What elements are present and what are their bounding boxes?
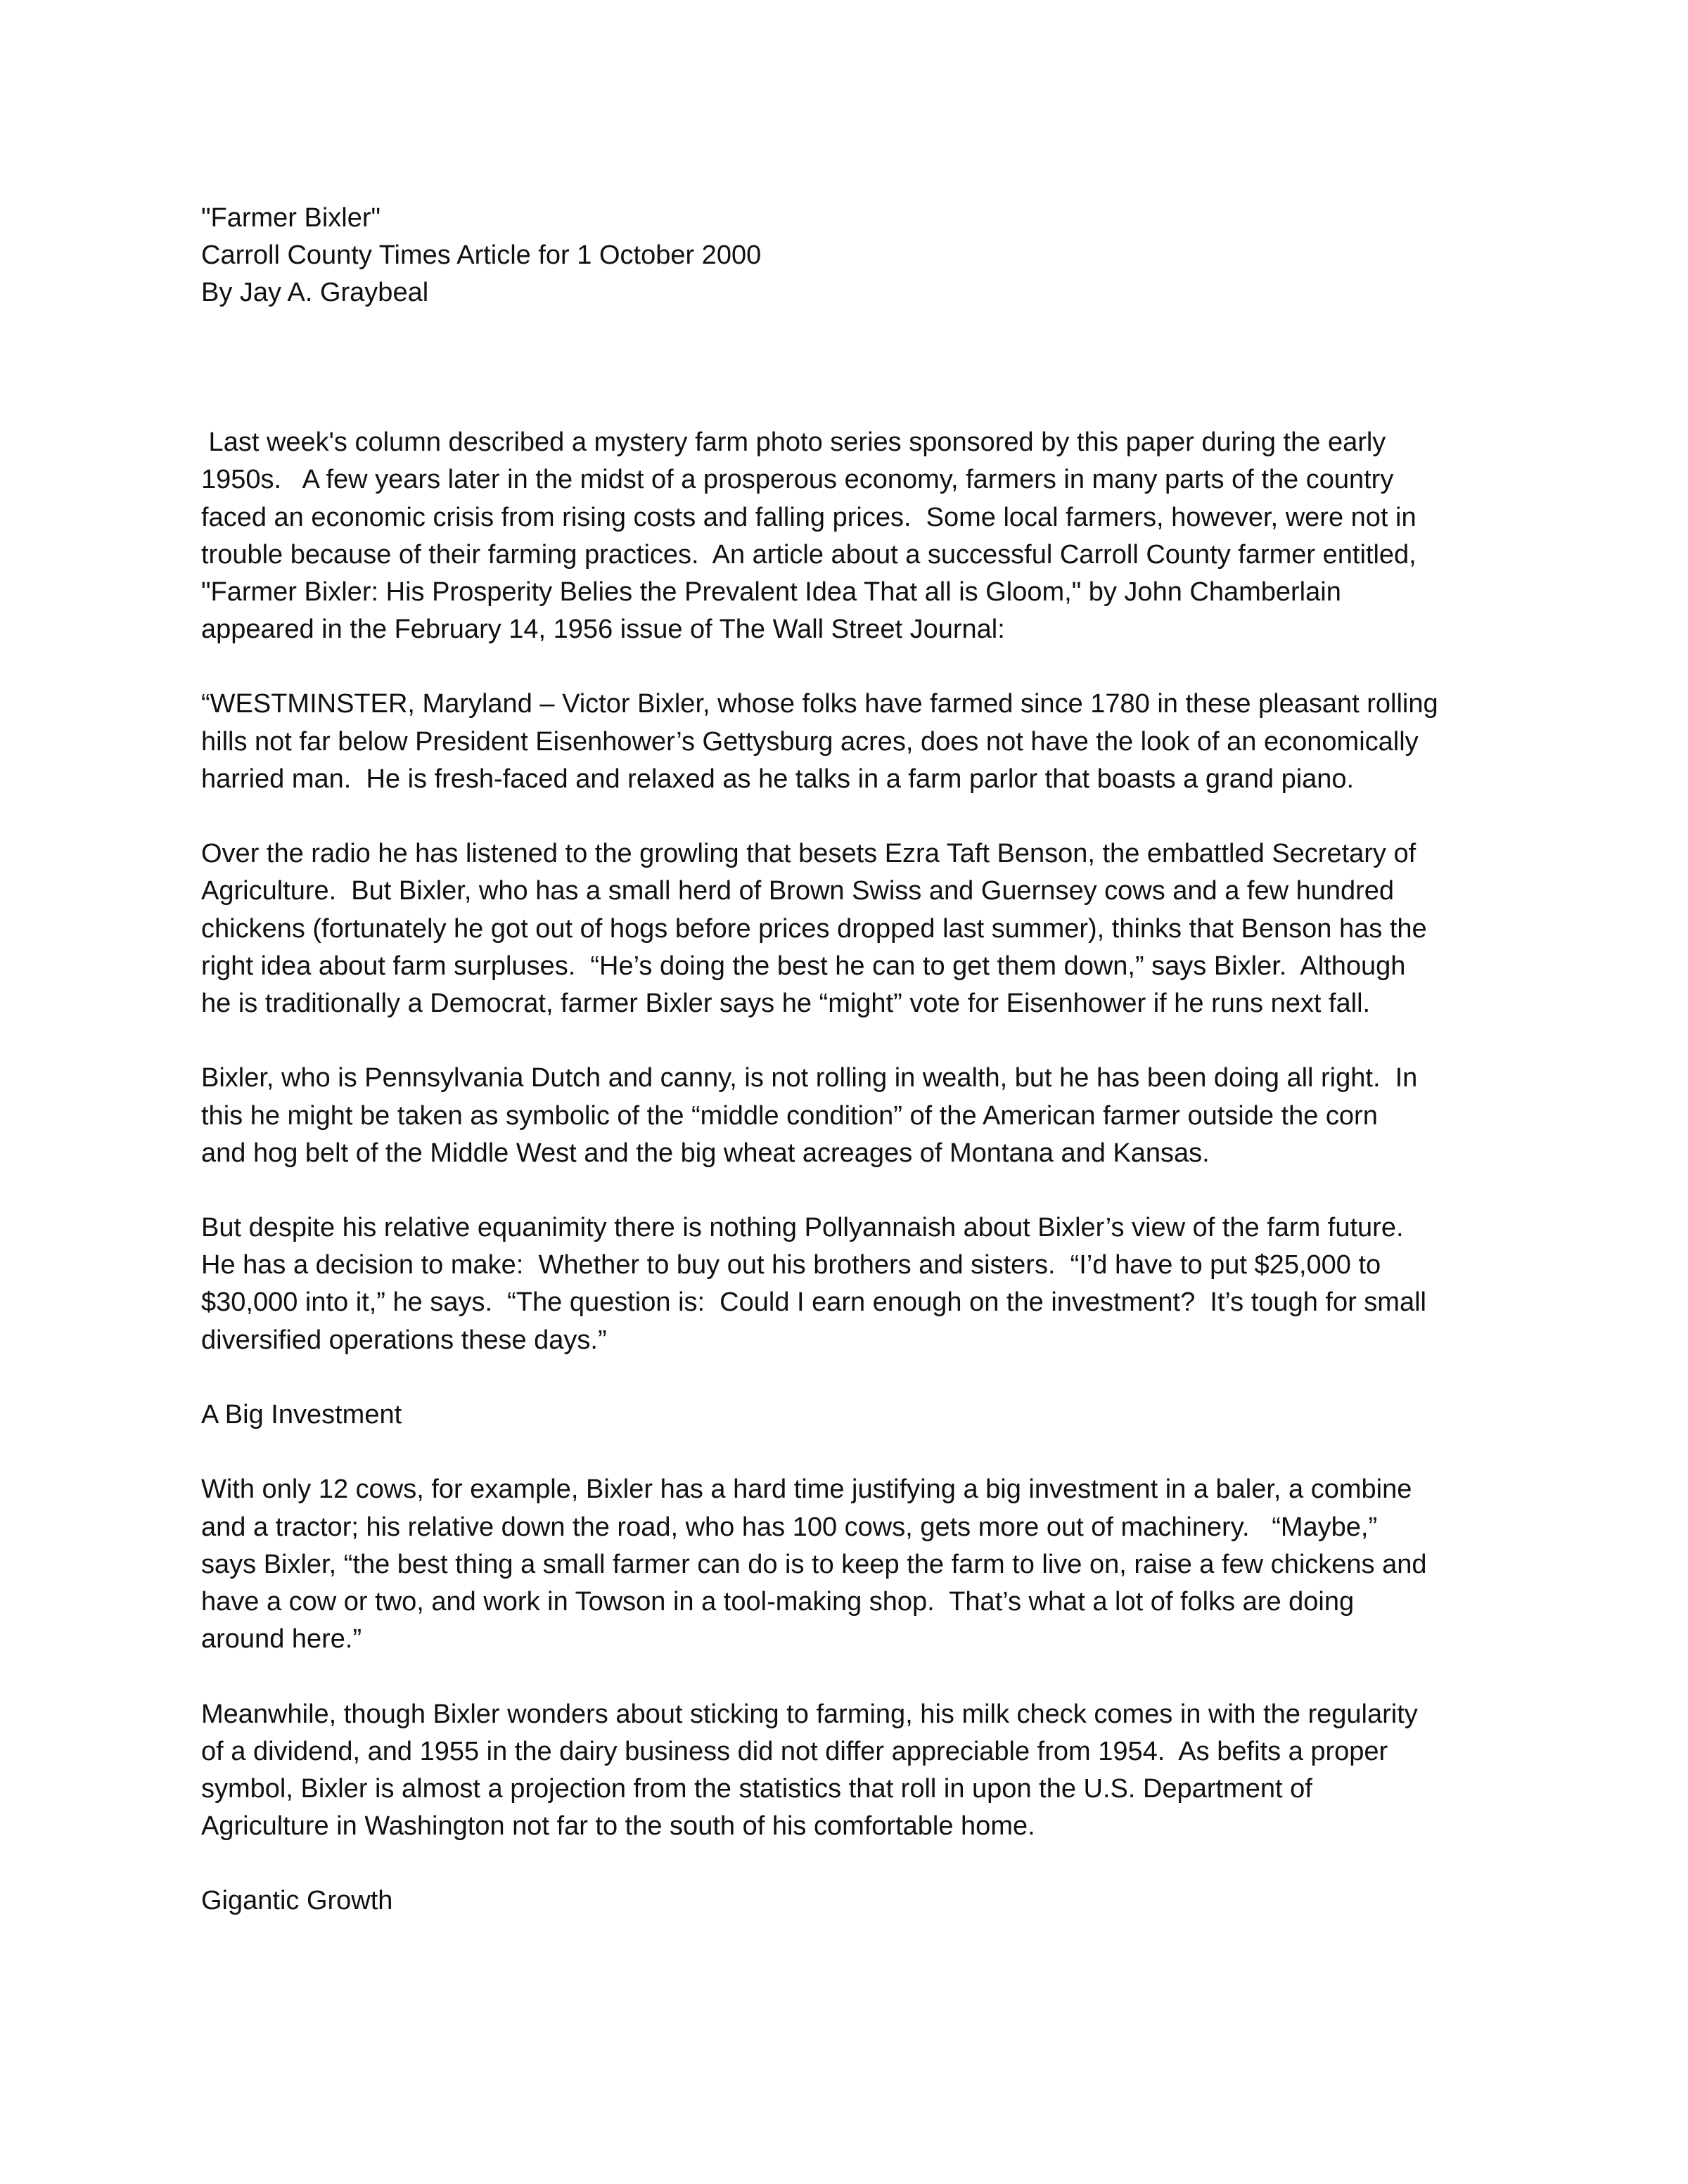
paragraph-line: trouble because of their farming practices. An article about a successful Carroll County farmer entitled, [201,539,1417,570]
paragraph-line: appeared in the February 14, 1956 issue of The Wall Street Journal: [201,615,1005,645]
article-byline: By Jay A. Graybeal [201,278,429,308]
paragraph [201,424,1537,648]
paragraph [201,1209,1537,1359]
section-heading-text: A Big Investment [201,1400,402,1430]
paragraph-line: hills not far below President Eisenhower’s Gettysburg acres, does not have the look of an economically [201,726,1419,757]
paragraph-line: Over the radio he has listened to the growling that besets Ezra Taft Benson, the embattled Secretary of [201,839,1417,869]
paragraph-line: chickens (fortunately he got out of hogs before prices dropped last summer), thinks that Benson has the [201,913,1427,944]
paragraph-line: this he might be taken as symbolic of the “middle condition” of the American farmer outside the corn [201,1100,1378,1131]
paragraph-line: Bixler, who is Pennsylvania Dutch and canny, is not rolling in wealth, but he has been doing all right. In [201,1063,1418,1093]
paragraph [201,835,1537,1022]
paragraph-line: right idea about farm surpluses. “He’s doing the best he can to get them down,” says Bixler. Although [201,951,1406,981]
paragraph-spacer [201,387,1537,424]
paragraph-line: Last week's column described a mystery farm photo series sponsored by this paper during the early [201,428,1386,458]
paragraph-line: He has a decision to make: Whether to buy out his brothers and sisters. “I’d have to put $25,000 to [201,1250,1381,1280]
paragraph-spacer [201,1845,1537,1882]
section-heading [201,1396,1537,1434]
paragraph-line: Agriculture in Washington not far to the south of his comfortable home. [201,1811,1035,1842]
article-source: Carroll County Times Article for 1 October 2000 [201,240,762,271]
paragraph-line: Agriculture. But Bixler, who has a small herd of Brown Swiss and Guernsey cows and a few hundred [201,876,1395,906]
paragraph-line: But despite his relative equanimity there is nothing Pollyannaish about Bixler’s view of the farm future. [201,1213,1404,1243]
paragraph-line: 1950s. A few years later in the midst of a prosperous economy, farmers in many parts of the country [201,465,1394,495]
section-heading [201,1882,1537,1920]
paragraph-line: and hog belt of the Middle West and the big wheat acreages of Montana and Kansas. [201,1138,1210,1168]
article-body [201,312,1537,1920]
paragraph-line: says Bixler, “the best thing a small farmer can do is to keep the farm to live on, raise a few chickens and [201,1549,1427,1579]
paragraph-line: of a dividend, and 1955 in the dairy business did not differ appreciable from 1954. As befits a proper [201,1736,1388,1766]
paragraph-spacer [201,312,1537,349]
paragraph-line: Meanwhile, though Bixler wonders about sticking to farming, his milk check comes in with the regularity [201,1699,1418,1729]
paragraph-spacer [201,1022,1537,1060]
paragraph-line: faced an economic crisis from rising costs and falling prices. Some local farmers, however, were not in [201,502,1417,532]
paragraph-spacer [201,1658,1537,1695]
section-heading-text: Gigantic Growth [201,1886,393,1916]
paragraph-spacer [201,798,1537,835]
paragraph [201,1471,1537,1658]
paragraph-line: With only 12 cows, for example, Bixler has a hard time justifying a big investment in a baler, a combine [201,1475,1412,1505]
paragraph [201,1696,1537,1846]
paragraph-spacer [201,1359,1537,1396]
paragraph-spacer [201,648,1537,686]
paragraph-line: $30,000 into it,” he says. “The question is: Could I earn enough on the investment? It’s tough for small [201,1287,1426,1318]
paragraph-line: diversified operations these days.” [201,1325,607,1355]
paragraph-line: “WESTMINSTER, Maryland – Victor Bixler, whose folks have farmed since 1780 in these pleasant rolling [201,689,1438,719]
document-page [201,200,1537,1920]
paragraph-line: and a tractor; his relative down the road, who has 100 cows, gets more out of machinery. “Maybe,” [201,1512,1378,1542]
paragraph-spacer [201,1172,1537,1209]
paragraph [201,1060,1537,1172]
paragraph-line: have a cow or two, and work in Towson in a tool-making shop. That’s what a lot of folks are doing [201,1586,1355,1617]
paragraph [201,686,1537,798]
paragraph-line: harried man. He is fresh-faced and relaxed as he talks in a farm parlor that boasts a grand piano. [201,764,1355,794]
paragraph-spacer [201,349,1537,387]
article-header [201,200,1537,312]
paragraph-line: he is traditionally a Democrat, farmer Bixler says he “might” vote for Eisenhower if he runs next fall. [201,988,1371,1018]
article-title: "Farmer Bixler" [201,203,381,233]
paragraph-line: symbol, Bixler is almost a projection from the statistics that roll in upon the U.S. Department of [201,1773,1312,1804]
paragraph-line: "Farmer Bixler: His Prosperity Belies the Prevalent Idea That all is Gloom," by John Chamberlain [201,577,1341,607]
paragraph-spacer [201,1434,1537,1471]
paragraph-line: around here.” [201,1624,362,1655]
